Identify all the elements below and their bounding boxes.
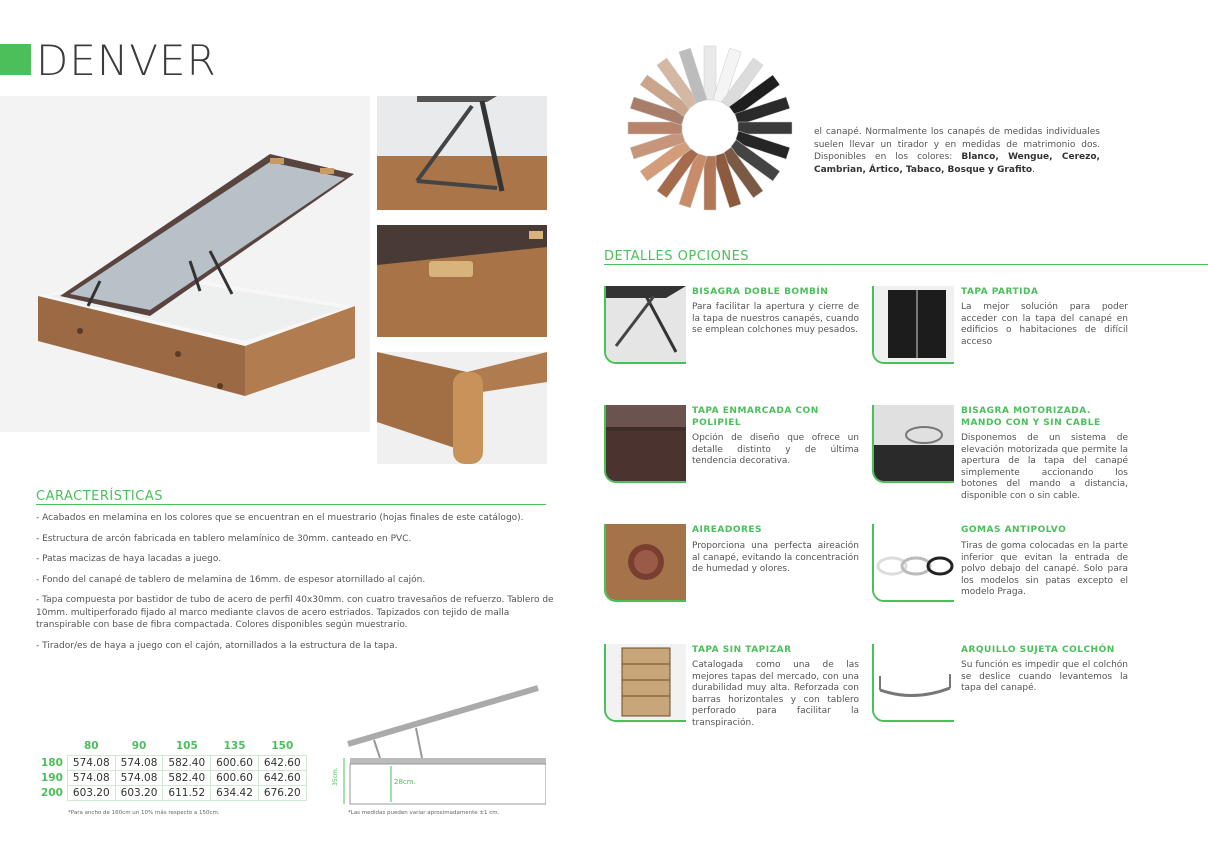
detalles-rule	[604, 264, 1208, 265]
handle-detail-photo	[377, 225, 547, 337]
option-title: TAPA ENMARCADA CON POLIPIEL	[692, 406, 819, 428]
list-item: - Patas macizas de haya lacadas a juego.	[36, 554, 222, 564]
hinge-detail-photo	[377, 96, 547, 210]
option-text: Su función es impedir que el colchón se deslice cuando levantemos la tapa del canapé.	[961, 660, 1128, 693]
inner-height-label: 28cm.	[394, 778, 416, 786]
dimension-diagram	[336, 682, 546, 812]
option-thumb-arquillo	[872, 644, 954, 722]
caracteristicas-list	[36, 512, 556, 660]
price-table-wrapper	[36, 740, 307, 801]
list-item: - Estructura de arcón fabricada en tablero melamínico de 30mm. canteado en PVC.	[36, 533, 412, 544]
list-item: - Tirador/es de haya a juego con el cajón, atornillados a la estructura de la tapa.	[36, 640, 398, 651]
caracteristicas-heading: CARACTERÍSTICAS	[36, 489, 163, 504]
option-title: BISAGRA MOTORIZADA. MANDO CON Y SIN CABLE	[961, 406, 1101, 428]
option-text: Opción de diseño que ofrece un detalle distinto y de última tendencia decorativa.	[692, 433, 859, 466]
option-text: Proporciona una perfecta aireación al canapé, evitando la concentración de humedad y olores.	[692, 541, 859, 574]
color-swatch-fan	[622, 40, 798, 212]
option-title: TAPA PARTIDA	[961, 287, 1039, 297]
option-text: Tiras de goma colocadas en la parte inferior que evitan la entrada de polvo debajo del canapé. Solo para los modelos sin patas excepto el modelo Praga.	[961, 541, 1128, 597]
option-thumb-tapa-partida	[872, 286, 954, 364]
width-header: 80	[83, 740, 99, 752]
diagram-footnote: *Las medidas pueden variar aproximadamente ±1 cm.	[348, 810, 500, 816]
page-title: DENVER	[36, 36, 217, 85]
height-label: 35cm.	[332, 767, 339, 786]
table-row: 200 603.20 603.20 611.52 634.42 676.20	[36, 786, 306, 801]
option-text: Disponemos de un sistema de elevación motorizada que permite la apertura de la tapa del canapé simplemente accionando los botones del mando a distancia, disponible con o sin cable.	[961, 433, 1128, 501]
table-row: 190 574.08 574.08 582.40 600.60 642.60	[36, 771, 306, 786]
option-thumb-bisagra-motorizada	[872, 405, 954, 483]
width-header: 150	[271, 740, 294, 752]
color-swatch	[704, 46, 716, 100]
option-title: TAPA SIN TAPIZAR	[692, 645, 792, 655]
colors-description: el canapé. Normalmente los canapés de medidas individuales suelen llevar un tirador y en medidas de matrimonio dos. Disponibles en los colores: Blanco, Wengue, Cerezo, Cambrian, Ártico, Tabaco, Bosque y Grafito.	[814, 127, 1100, 175]
option-text: Para facilitar la apertura y cierre de la tapa de nuestros canapés, cuando se emplean colchones muy pesados.	[692, 302, 859, 335]
option-title: BISAGRA DOBLE BOMBÍN	[692, 287, 829, 297]
color-swatch	[628, 122, 682, 134]
color-swatch	[704, 156, 716, 210]
option-thumb-aireadores	[604, 524, 686, 602]
option-text: La mejor solución para poder acceder con la tapa del canapé en edificios o habitaciones de difícil acceso	[961, 302, 1128, 347]
price-table	[36, 740, 307, 801]
option-title: AIREADORES	[692, 525, 763, 535]
option-thumb-tapa-enmarcada	[604, 405, 686, 483]
title-accent-block	[0, 44, 31, 75]
width-header: 105	[175, 740, 198, 752]
color-names: Blanco, Wengue, Cerezo, Cambrian, Ártico, Tabaco, Bosque y Grafito	[814, 152, 1100, 175]
list-item: - Fondo del canapé de tablero de melamina de 16mm. de espesor atornillado al cajón.	[36, 574, 426, 585]
price-footnote: *Para ancho de 160cm un 10% más respecto a 150cm.	[68, 810, 220, 816]
width-header: 135	[223, 740, 246, 752]
leg-detail-photo	[377, 352, 547, 464]
main-product-photo	[0, 96, 370, 432]
list-item: - Tapa compuesta por bastidor de tubo de acero de perfil 40x30mm. con cuatro travesaños de refuerzo. Tablero de 10mm. multiperforado fijado al marco mediante clavos de acero estriados. Tapizados con tejido de malla transpirable con base de fibra compactada. Colores disponibles según muestrario.	[36, 595, 554, 630]
option-thumb-bisagra-doble	[604, 286, 686, 364]
option-thumb-tapa-sin-tapizar	[604, 644, 686, 722]
color-swatch	[738, 122, 792, 134]
caracteristicas-rule	[36, 504, 546, 505]
list-item: - Acabados en melamina en los colores que se encuentran en el muestrario (hojas finales de este catálogo).	[36, 513, 524, 523]
option-thumb-gomas-antipolvo	[872, 524, 954, 602]
option-text: Catalogada como una de las mejores tapas del mercado, con una durabilidad muy alta. Reforzada con barras horizontales y con tablero perforado para facilitar la transpiración.	[692, 660, 859, 728]
detalles-heading: DETALLES OPCIONES	[604, 249, 750, 264]
option-title: GOMAS ANTIPOLVO	[961, 525, 1067, 535]
width-header: 90	[131, 740, 147, 752]
table-row: 180 574.08 574.08 582.40 600.60 642.60	[36, 756, 306, 771]
option-title: ARQUILLO SUJETA COLCHÓN	[961, 645, 1115, 655]
